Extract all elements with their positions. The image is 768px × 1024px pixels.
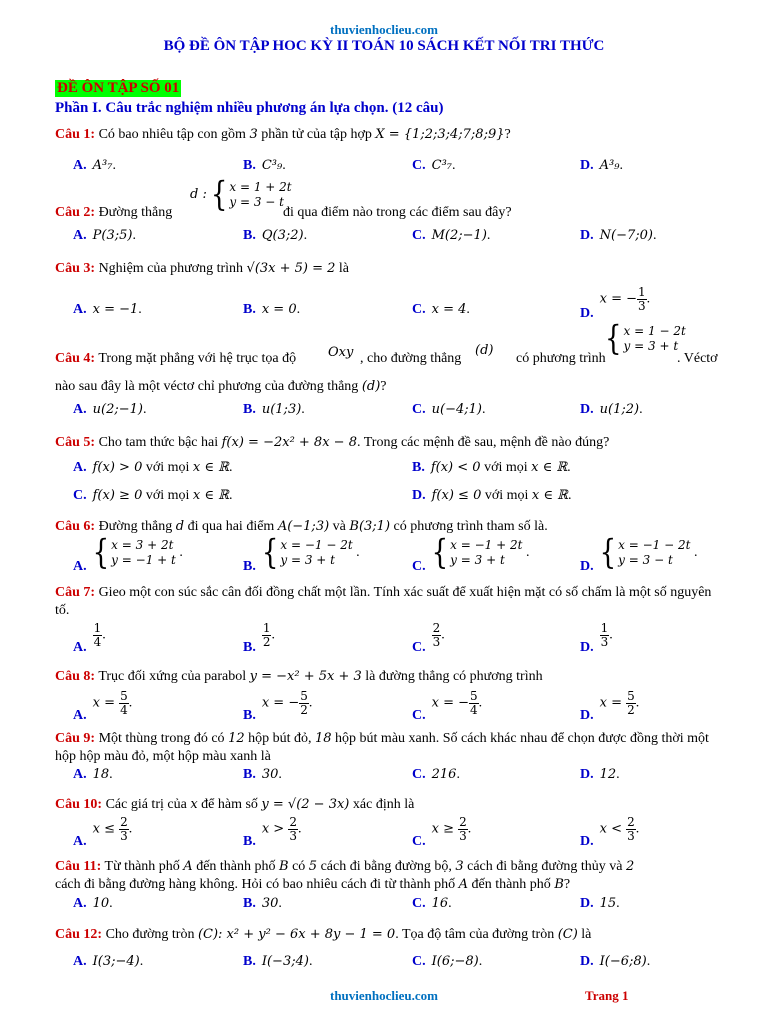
- q4-option-b[interactable]: B. u(1;3).: [243, 402, 305, 417]
- question-3: Câu 3: Nghiệm của phương trình √(3x + 5) = 2 là: [55, 261, 350, 276]
- q11-option-c[interactable]: C. 16.: [412, 896, 452, 911]
- q11-option-b[interactable]: B. 30.: [243, 896, 282, 911]
- q12-option-b[interactable]: B. I(−3;4).: [243, 954, 313, 969]
- q3-option-c[interactable]: C. x = 4.: [412, 302, 470, 317]
- q6-option-c[interactable]: C. { x = −1 + 2t y = 3 + t .: [412, 533, 530, 575]
- q6-option-d[interactable]: D. { x = −1 − 2t y = 3 − t .: [580, 533, 698, 575]
- q4-option-d[interactable]: D. u(1;2).: [580, 402, 643, 417]
- q10-option-d[interactable]: D.x < $\frac{2}{3}$ .: [580, 815, 640, 849]
- q5-option-c[interactable]: C. f(x) ≥ 0 với mọi x ∈ ℝ.: [73, 488, 233, 503]
- q2-option-d[interactable]: D. N(−7;0).: [580, 228, 657, 243]
- q11-option-d[interactable]: D. 15.: [580, 896, 620, 911]
- q2-option-a[interactable]: A. P(3;5).: [73, 228, 136, 243]
- q9-option-b[interactable]: B. 30.: [243, 767, 282, 782]
- question-9: Câu 9: Một thùng trong đó có 12 hộp bút đỏ, 18 hộp bút màu xanh. Số cách khác nhau để chọn được đồng thời một hộp hộp màu đỏ, một hộp màu xanh là: [55, 731, 709, 764]
- q7-option-c[interactable]: C. $\frac{2}{3}$ .: [412, 621, 445, 655]
- q2-option-c[interactable]: C. M(2;−1).: [412, 228, 491, 243]
- page-number: Trang 1: [585, 988, 629, 1003]
- question-1: Câu 1: Có bao nhiêu tập con gồm 3 phần tử của tập hợp X = {1;2;3;4;7;8;9}?: [55, 127, 511, 142]
- q8-option-d[interactable]: D.x = $\frac{5}{2}$ .: [580, 689, 640, 723]
- q10-option-b[interactable]: B.x > $\frac{2}{3}$ .: [243, 815, 302, 849]
- q3-option-b[interactable]: B. x = 0.: [243, 302, 301, 317]
- q1-option-a[interactable]: A. A³₇.: [73, 158, 116, 173]
- q8-option-a[interactable]: A.x = $\frac{5}{4}$ .: [73, 689, 133, 723]
- q12-option-d[interactable]: D. I(−6;8).: [580, 954, 651, 969]
- q3-option-d[interactable]: D.x = − $\frac{1}{3}$ .: [580, 285, 651, 321]
- q1-option-d[interactable]: D. A³₉.: [580, 158, 623, 173]
- q11-option-a[interactable]: A. 10.: [73, 896, 113, 911]
- q4-option-a[interactable]: A. u(2;−1).: [73, 402, 147, 417]
- q10-option-a[interactable]: A.x ≤ $\frac{2}{3}$ .: [73, 815, 133, 849]
- q9-option-a[interactable]: A. 18.: [73, 767, 113, 782]
- q9-option-d[interactable]: D. 12.: [580, 767, 620, 782]
- question-11: Câu 11: Từ thành phố A đến thành phố B có 5 cách đi bằng đường bộ, 3 cách đi bằng đường thủy và 2 cách đi bằng đường hàng không. Hỏi có bao nhiêu cách đi từ thành phố A đến thành phố B?: [55, 859, 635, 892]
- footer-site-link[interactable]: thuvienhoclieu.com: [330, 988, 438, 1003]
- q7-option-d[interactable]: D. $\frac{1}{3}$ .: [580, 621, 613, 655]
- section-title: Phần I. Câu trắc nghiệm nhiều phương án lựa chọn. (12 câu): [55, 100, 444, 116]
- q8-option-b[interactable]: B.x = − $\frac{5}{2}$ .: [243, 689, 313, 723]
- question-10: Câu 10: Các giá trị của x để hàm số y = √(2 − 3x) xác định là: [55, 797, 415, 812]
- question-12: Câu 12: Cho đường tròn (C): x² + y² − 6x + 8y − 1 = 0. Tọa độ tâm của đường tròn (C) là: [55, 927, 592, 942]
- q1-option-b[interactable]: B. C³₉.: [243, 158, 286, 173]
- document-title: BỘ ĐỀ ÔN TẬP HOC KỲ II TOÁN 10 SÁCH KẾT NỐI TRI THỨC: [163, 38, 605, 54]
- q8-option-c[interactable]: C.x = − $\frac{5}{4}$ .: [412, 689, 483, 723]
- q4-option-c[interactable]: C. u(−4;1).: [412, 402, 486, 417]
- exam-label: ĐỀ ÔN TẬP SỐ 01: [57, 80, 180, 96]
- question-5: Câu 5: Cho tam thức bậc hai f(x) = −2x² + 8x − 8. Trong các mệnh đề sau, mệnh đề nào đúng?: [55, 435, 610, 450]
- question-8: Câu 8: Trục đối xứng của parabol y = −x² + 5x + 3 là đường thẳng có phương trình: [55, 669, 543, 684]
- q5-option-a[interactable]: A. f(x) > 0 với mọi x ∈ ℝ.: [73, 460, 233, 475]
- q6-option-b[interactable]: B. { x = −1 − 2t y = 3 + t .: [243, 533, 360, 575]
- q10-option-c[interactable]: C.x ≥ $\frac{2}{3}$ .: [412, 815, 472, 849]
- question-7: Câu 7: Gieo một con súc sắc cân đối đồng chất một lần. Tính xác suất để xuất hiện mặt có số chấm là một số nguyên tố.: [55, 585, 712, 618]
- q7-option-a[interactable]: A. $\frac{1}{4}$ .: [73, 621, 106, 655]
- question-6: Câu 6: Đường thẳng d đi qua hai điểm A(−1;3) và B(3;1) có phương trình tham số là.: [55, 519, 548, 534]
- q1-option-c[interactable]: C. C³₇.: [412, 158, 456, 173]
- question-4: Câu 4: Trong mặt phẳng với hệ trục tọa độ Oxy , cho đường thẳng (d) có phương trình { x = 1 − 2t y = 3 + t . Véctơ nào sau đây là một véctơ chỉ phương của đường thẳng (d)?: [55, 319, 718, 394]
- q6-option-a[interactable]: A. { x = 3 + 2t y = −1 + t .: [73, 533, 183, 575]
- q9-option-c[interactable]: C. 216.: [412, 767, 460, 782]
- site-header[interactable]: thuvienhoclieu.com: [330, 22, 438, 37]
- q2-option-b[interactable]: B. Q(3;2).: [243, 228, 308, 243]
- q3-option-a[interactable]: A. x = −1.: [73, 302, 142, 317]
- q12-option-c[interactable]: C. I(6;−8).: [412, 954, 483, 969]
- q7-option-b[interactable]: B. $\frac{1}{2}$ .: [243, 621, 275, 655]
- document-page: thuvienhoclieu.com BỘ ĐỀ ÔN TẬP HOC KỲ II TOÁN 10 SÁCH KẾT NỐI TRI THỨC ĐỀ ÔN TẬP SỐ 01 Phần I. Câu trắc nghiệm nhiều phương án lựa chọn. (12 câu) Câu 1: Có bao nhiêu tập con gồm 3 phần tử của tập hợp X = {1;2;3;4;7;8;9}? A. A³₇. B. C³₉. C. C³₇. D. A³₉. Câu 2: Đường thẳng d : { x = 1 + 2t y = 3 − t đi qua điểm nào trong các điểm sau đây? A. P(3;5). B. Q(3;2). C. M(2;−1). D. N(−7;0). Câu 3: Nghiệm của phương trình √(3x + 5) = 2 là A. x = −1. B. x = 0. C. x = 4. D.x = − $\frac{1}{3}$ . Câu 4: Trong mặt phẳng với hệ trục tọa độ Oxy , cho đường thẳng (d) có phương trình { x = 1 − 2t y = 3 + t . Véctơ nào sau đây là một véctơ chỉ phương của đường thẳng (d)? A. u(2;−1). B. u(1;3). C. u(−4;1). D. u(1;2). Câu 5: Cho tam thức bậc hai f(x) = −2x² + 8x − 8. Trong các mệnh đề sau, mệnh đề nào đúng? A. f(x) > 0 với mọi x ∈ ℝ. B. f(x) < 0 với mọi x ∈ ℝ. C. f(x) ≥ 0 với mọi x ∈ ℝ. D. f(x) ≤ 0 với mọi x ∈ ℝ. Câu 6: Đường thẳng d đi qua hai điểm A(−1;3) và B(3;1) có phương trình tham số là. A. { x = 3 + 2t y = −1 + t . B. { x = −1 − 2t y = 3 + t . C. { x = −1 + 2t y = 3 + t . D. { x = −1 − 2t y = 3 − t . Câu 7: Gieo một con súc sắc cân đối đồng chất một lần. Tính xác suất để xuất hiện mặt có số chấm là một số nguyên tố. A. $\frac{1}{4}$ . B. $\frac{1}{2}$ . C. $\frac{2}{3}$ . D. $\frac{1}{3}$ . Câu 8: Trục đối xứng của parabol y = −x² + 5x + 3 là đường thẳng có phương trình A.x = $\frac{5}{4}$ . B.x = − $\frac{5}{2}$ . C.x = − $\frac{5}{4}$ . D.x = $\frac{5}{2}$ . Câu 9: Một thùng trong đó có 12 hộp bút đỏ, 18 hộp bút màu xanh. Số cách khác nhau để chọn được đồng thời một hộp hộp màu đỏ, một hộp màu xanh là A. 18. B. 30. C. 216. D. 12. Câu 10: Các giá trị của x để hàm số y = √(2 − 3x) xác định là A.x ≤ $\frac{2}{3}$ . B.x > $\frac{2}{3}$ . C.x ≥ $\frac{2}{3}$ . D.x < $\frac{2}{3}$ . Câu 11: Từ thành phố A đến thành phố B có 5 cách đi bằng đường bộ, 3 cách đi bằng đường thủy và 2 cách đi bằng đường hàng không. Hỏi có bao nhiêu cách đi từ thành phố A đến thành phố B? A. 10. B. 30. C. 16. D. 15. Câu 12: Cho đường tròn (C): x² + y² − 6x + 8y − 1 = 0. Tọa độ tâm của đường tròn (C) là A. I(3;−4). B. I(−3;4). C. I(6;−8). D. I(−6;8). thuvienhoclieu.com Trang 1: [0, 0, 768, 1024]
- q5-option-b[interactable]: B. f(x) < 0 với mọi x ∈ ℝ.: [412, 460, 571, 475]
- q12-option-a[interactable]: A. I(3;−4).: [73, 954, 144, 969]
- q5-option-d[interactable]: D. f(x) ≤ 0 với mọi x ∈ ℝ.: [412, 488, 572, 503]
